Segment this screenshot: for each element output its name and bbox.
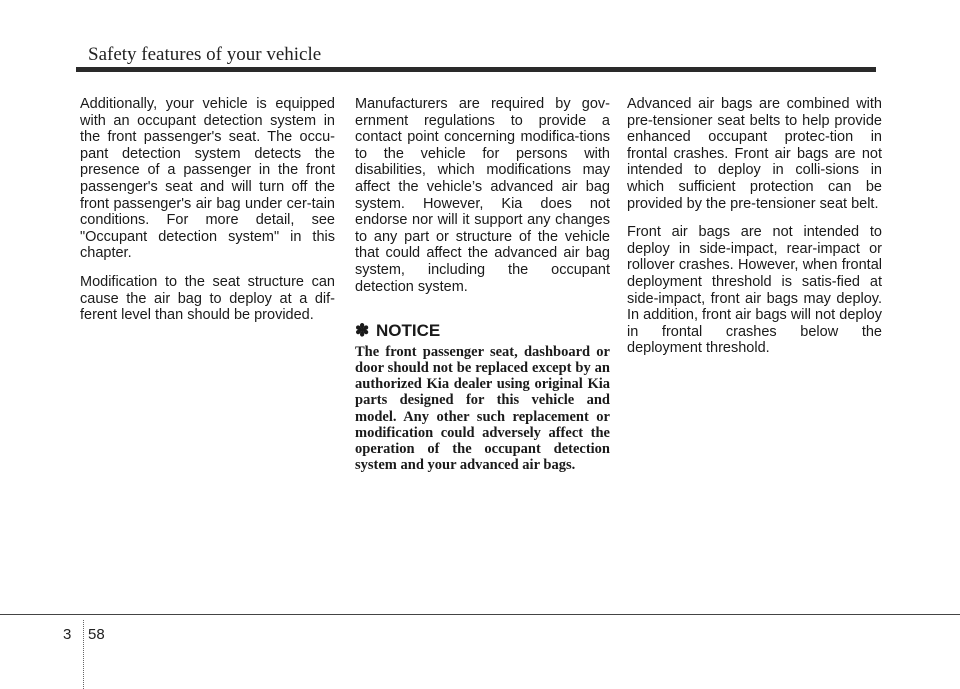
column-right	[627, 96, 882, 369]
pretensioner-paragraph: Advanced air bags are combined with pre-tensioner seat belts to help provide enhanced occupant protec-tion in frontal crashes. Front air bags are not intended to deploy in colli-sions in which sufficient protection can be provided by the pre-tensioner seat belt.	[627, 96, 882, 212]
seat-modification-paragraph: Modification to the seat structure can cause the air bag to deploy at a dif-ferent level than should be provided.	[80, 273, 335, 324]
notice-body: The front passenger seat, dashboard or door should not be replaced except by an authorized Kia dealer using original Kia parts designed for this vehicle and model. Any other such replacement or modification could adversely affect the operation of the occupant detection system and your advanced air bags.	[355, 343, 610, 474]
deployment-threshold-paragraph: Front air bags are not intended to deploy in side-impact, rear-impact or rollover crashes. However, when frontal deployment threshold is satis-fied at side-impact, front air bags may deploy. In addition, front air bags will not deploy in frontal crashes below the deployment threshold.	[627, 224, 882, 357]
header-rule-thin	[76, 71, 876, 72]
column-left	[80, 96, 335, 336]
page-number: 58	[88, 626, 105, 643]
footer-divider	[83, 620, 84, 689]
column-middle	[355, 96, 610, 485]
chapter-number: 3	[63, 626, 72, 643]
footer-rule	[0, 614, 960, 615]
notice-title: NOTICE	[375, 321, 441, 341]
page-header-title: Safety features of your vehicle	[88, 44, 322, 65]
notice-heading	[355, 323, 610, 340]
occupant-detection-paragraph: Additionally, your vehicle is equipped with an occupant detection system in the front passenger's seat. The occu-pant detection system detects the presence of a passenger in the front passenger's seat and will turn off the front passenger's air bag under cer-tain conditions. For more detail, see "Occupant detection system" in this chapter.	[80, 96, 335, 262]
manufacturer-regulations-paragraph: Manufacturers are required by gov-ernment regulations to provide a contact point concerning modifica-tions to the vehicle for persons with disabilities, which modifications may affect the vehicle’s advanced air bag system. However, Kia does not endorse nor will it support any changes to any part or structure of the vehicle that could affect the advanced air bag system, including the occupant detection system.	[355, 96, 610, 295]
notice-star-icon: ✽	[355, 321, 370, 341]
